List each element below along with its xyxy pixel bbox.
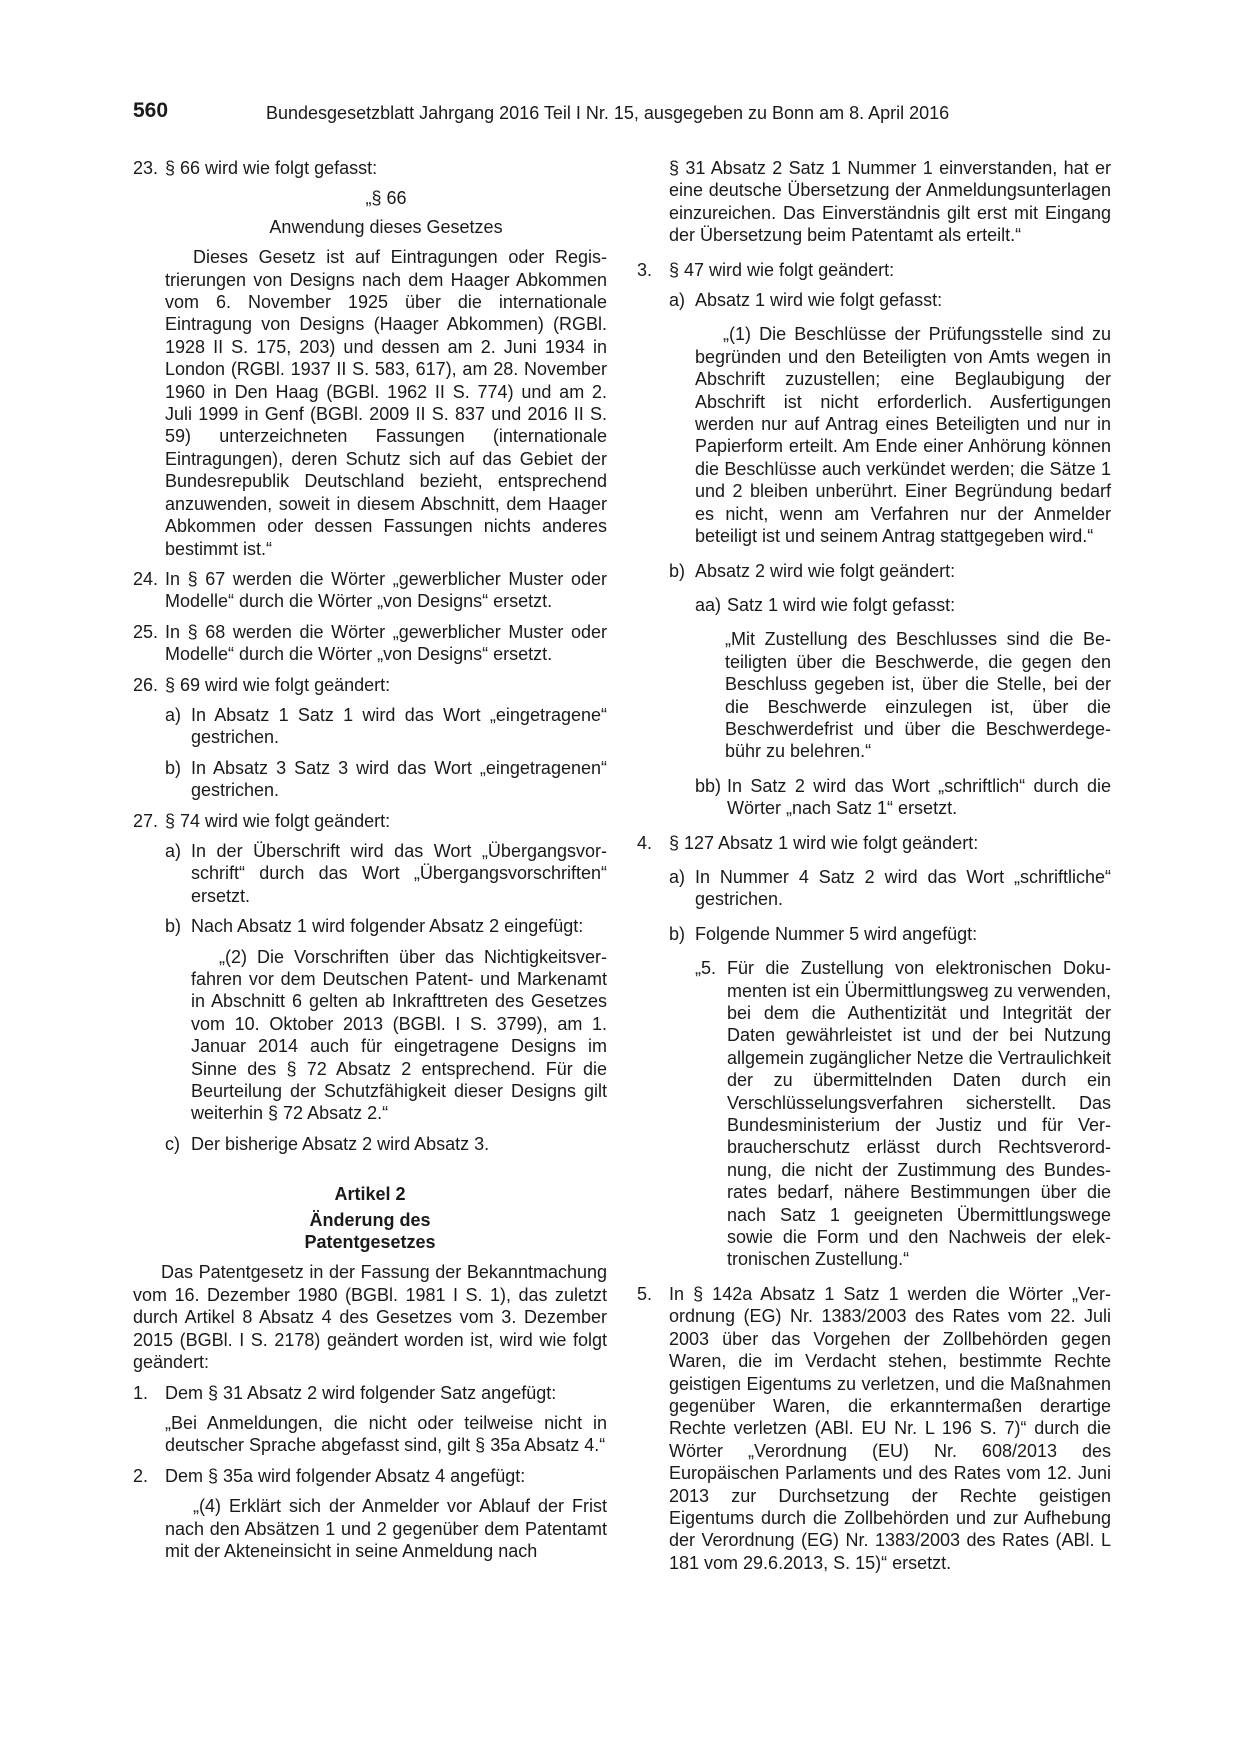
amendment-item-27 [133, 810, 607, 832]
running-title: Bundesgesetzblatt Jahrgang 2016 Teil I Nr. 15, ausgegeben zu Bonn am 8. April 2016 [266, 103, 950, 123]
article-2-item-1 [133, 1382, 607, 1404]
subitem-letter: a) [165, 840, 182, 861]
item-number: 23. [133, 158, 159, 178]
article-intro: Das Patentgesetz in der Fassung der Bekanntmachung vom 16. Dezember 1980 (BGBl. 1981 I S. 1), das zuletzt durch Artikel 8 Absatz 4 des Gesetzes vom 3. Dezember 2015 (BGBl. I S. 2178) geändert worden ist, wird wie folgt geändert: [133, 1262, 607, 1373]
quoted-paragraph: „(2) Die Vorschriften über das Nichtigkeitsverfahren vor dem Deutschen Patent- und Markenamt in Abschnitt 6 gelten ab Inkrafttreten des Gesetzes vom 10. Oktober 2013 (BGBl. I S. 3799), am 1. Januar 2014 auch für eingetragene Designs im Sinne des § 72 Absatz 2 entsprechend. Für die Beurteilung der Schutzfähigkeit dieser Designs gilt weiterhin § 72 Absatz 2.“ [191, 946, 607, 1124]
quoted-number: „5. [695, 958, 717, 979]
amendment-subitem-26a [165, 704, 607, 749]
quoted-paragraph-continued: § 31 Absatz 2 Satz 1 Nummer 1 einverstanden, hat er eine deutsche Übersetzung der Anmeldungsunterlagen einzureichen. Das Einverständnis gilt erst mit Eingang der Übersetzung beim Patentamt als erteilt.“ [669, 158, 1111, 246]
right-column [637, 157, 1111, 1582]
subitem-text: Absatz 2 wird wie folgt geändert: [695, 560, 956, 581]
item-text: In § 68 werden die Wörter „gewerblicher Muster oder Modelle“ durch die Wörter „von Designs“ ersetzt. [165, 621, 607, 665]
subitem-letter: b) [669, 560, 686, 581]
subitem-text: In der Überschrift wird das Wort „Übergangsvorschrift“ durch das Wort „Übergangsvorschriften“ ersetzt. [191, 840, 607, 906]
subitem-text: Folgende Nummer 5 wird angefügt: [695, 923, 978, 944]
amendment-item-23 [133, 157, 607, 179]
item-text: § 47 wird wie folgt geändert: [669, 259, 895, 280]
subitem-letter: aa) [695, 594, 722, 615]
amendment-subitem-26b [165, 757, 607, 802]
subitem-text: In Absatz 1 Satz 1 wird das Wort „eingetragene“ gestrichen. [191, 704, 607, 748]
subitem-letter: b) [165, 916, 182, 937]
page-header [133, 100, 1113, 130]
article-2-item-5 [637, 1283, 1111, 1574]
section-66-block [165, 187, 607, 560]
item-text: § 66 wird wie folgt gefasst: [165, 158, 378, 178]
quoted-text: Für die Zustellung von elektronischen Dokumenten ist ein Übermittlungsweg zu verwenden, bei dem die Authentizität und Integrität der Daten gewährleistet ist und der bei Nutzung allgemein zugänglicher Netze die Vertraulichkeit der zu übermittelnden Daten durch ein Verschlüsselungsverfahren sicherstellt. Das Bundesministerium der Justiz und für Verbraucherschutz erlässt durch Rechtsverordnung, die nicht der Zustimmung des Bundesrates bedarf, nähere Bestimmungen über die nach Satz 1 geeigneten Übermittlungswege sowie die Form und den Nachweis der elektronischen Zustellung.“ [727, 958, 1111, 1270]
item-text: Dem § 35a wird folgender Absatz 4 angefügt: [165, 1465, 526, 1486]
article-2-item-4 [637, 832, 1111, 854]
item-number: 25. [133, 621, 159, 642]
subitem-text: In Nummer 4 Satz 2 wird das Wort „schriftliche“ gestrichen. [695, 866, 1111, 910]
left-column [133, 157, 607, 1562]
article-title-line-1: Änderung des [309, 1209, 431, 1230]
article-title-line-2: Patentgesetzes [304, 1232, 436, 1253]
subitem-text: Nach Absatz 1 wird folgender Absatz 2 eingefügt: [191, 916, 584, 937]
subitem-text: Absatz 1 wird wie folgt gefasst: [695, 290, 943, 311]
item-number: 5. [637, 1283, 653, 1304]
subitem-text: Satz 1 wird wie folgt gefasst: [727, 594, 956, 615]
subitem-letter: c) [165, 1133, 180, 1154]
subitem-letter: a) [669, 290, 686, 311]
amendment-item-25 [133, 621, 607, 666]
item-number: 26. [133, 674, 159, 695]
amendment-subitem-27b [165, 915, 607, 937]
article-2-subitem-3b [669, 560, 1111, 582]
item-number: 2. [133, 1465, 149, 1486]
item-text: In § 142a Absatz 1 Satz 1 werden die Wörter „Verordnung (EG) Nr. 1383/2003 des Rates vom 22. Juli 2003 über das Vorgehen der Zollbehörden gegen Waren, die im Verdacht stehen, bestimmte Rechte geistigen Eigentums zu verletzen, und die Maßnahmen gegenüber Waren, die erkanntermaßen derartige Rechte verletzen (ABl. EU Nr. L 196 S. 7)“ durch die Wörter „Verordnung (EU) Nr. 608/2013 des Europäischen Parlaments und des Rates vom 12. Juni 2013 zur Durchsetzung der Rechte geistigen Eigentums durch die Zollbehörden und zur Aufhebung der Verordnung (EG) Nr. 1383/2003 des Rates (ABl. L 181 vom 29.6.2013, S. 15)“ ersetzt. [669, 1283, 1111, 1573]
subitem-letter: bb) [695, 775, 722, 796]
article-2-subitem-3a [669, 289, 1111, 311]
subitem-text: In Satz 2 wird das Wort „schriftlich“ durch die Wörter „nach Satz 1“ ersetzt. [727, 775, 1111, 819]
article-2-item-3 [637, 259, 1111, 281]
section-heading: „§ 66 [365, 188, 407, 209]
item-text: Dem § 31 Absatz 2 wird folgender Satz angefügt: [165, 1382, 557, 1403]
article-2-subitem-3b-bb [695, 775, 1111, 820]
article-2-subitem-4b [669, 923, 1111, 945]
page-number: 560 [133, 99, 169, 122]
section-title: Anwendung dieses Gesetzes [269, 216, 503, 237]
amendment-item-24 [133, 568, 607, 613]
item-text: § 127 Absatz 1 wird wie folgt geändert: [669, 832, 979, 853]
article-heading: Artikel 2 [334, 1184, 406, 1205]
item-text: In § 67 werden die Wörter „gewerblicher Muster oder Modelle“ durch die Wörter „von Designs“ ersetzt. [165, 568, 607, 612]
subitem-text: Der bisherige Absatz 2 wird Absatz 3. [191, 1133, 490, 1154]
subitem-letter: a) [669, 866, 686, 887]
quoted-paragraph: „(1) Die Beschlüsse der Prüfungsstelle sind zu begründen und den Beteiligten von Amts wegen in Abschrift zuzustellen; eine Beglaubigung der Abschrift ist nicht erforderlich. Ausfertigungen werden nur auf Antrag eines Beteiligten und nur in Papierform erteilt. Am Ende einer Anhörung können die Beschlüsse auch verkündet werden; die Sätze 1 und 2 bleiben unberührt. Einer Begründung bedarf es nicht, wenn am Verfahren nur der Anmelder beteiligt ist und seinem Antrag stattgegeben wird.“ [695, 324, 1111, 547]
amendment-subitem-27a [165, 840, 607, 907]
quoted-number-5 [695, 957, 1111, 1271]
subitem-letter: a) [165, 704, 182, 725]
article-2-subitem-4a [669, 866, 1111, 911]
item-number: 27. [133, 810, 159, 831]
quoted-paragraph: „(4) Erklärt sich der Anmelder vor Ablauf der Frist nach den Absätzen 1 und 2 gegenüber dem Patentamt mit der Akteneinsicht in seine Anmeldung nach [165, 1496, 607, 1561]
item-text: § 74 wird wie folgt geändert: [165, 810, 391, 831]
subitem-letter: b) [669, 923, 686, 944]
section-body: Dieses Gesetz ist auf Eintragungen oder Registrierungen von Designs nach dem Haager Abkommen vom 6. November 1925 über die internationale Eintragung von Designs (Haager Abkommen) (RGBl. 1928 II S. 175, 203) und dessen am 2. Juni 1934 in London (RGBl. 1937 II S. 583, 617), am 28. November 1960 in Den Haag (BGBl. 1962 II S. 774) und am 2. Juli 1999 in Genf (BGBl. 2009 II S. 837 und 2016 II S. 59) unterzeichneten Fassungen (internationale Eintragungen), deren Schutz sich auf das Gebiet der Bundesrepublik Deutschland bezieht, entsprechend anzuwenden, soweit in diesem Abschnitt, dem Haager Abkommen oder dessen Fassungen nichts anderes bestimmt ist.“ [165, 247, 607, 559]
item-number: 4. [637, 832, 653, 853]
article-2-subitem-3b-aa [695, 594, 1111, 616]
subitem-letter: b) [165, 757, 182, 778]
item-number: 1. [133, 1382, 149, 1403]
amendment-subitem-27c [165, 1133, 607, 1155]
quoted-sentence: „Bei Anmeldungen, die nicht oder teilweise nicht in deutscher Sprache abgefasst sind, gilt § 35a Absatz 4.“ [165, 1412, 607, 1456]
item-number: 3. [637, 259, 653, 280]
article-2-item-2 [133, 1465, 607, 1487]
amendment-item-26 [133, 674, 607, 696]
item-text: § 69 wird wie folgt geändert: [165, 674, 391, 695]
quoted-sentence: „Mit Zustellung des Beschlusses sind die Beteiligten über die Beschwerde, die gegen den Beschluss gegeben ist, über die Stelle, bei der die Beschwerde einzulegen ist, über die Beschwerdefrist und über die Beschwerdegebühr zu belehren.“ [725, 629, 1111, 762]
subitem-text: In Absatz 3 Satz 3 wird das Wort „eingetragenen“ gestrichen. [191, 757, 607, 801]
item-number: 24. [133, 568, 159, 589]
